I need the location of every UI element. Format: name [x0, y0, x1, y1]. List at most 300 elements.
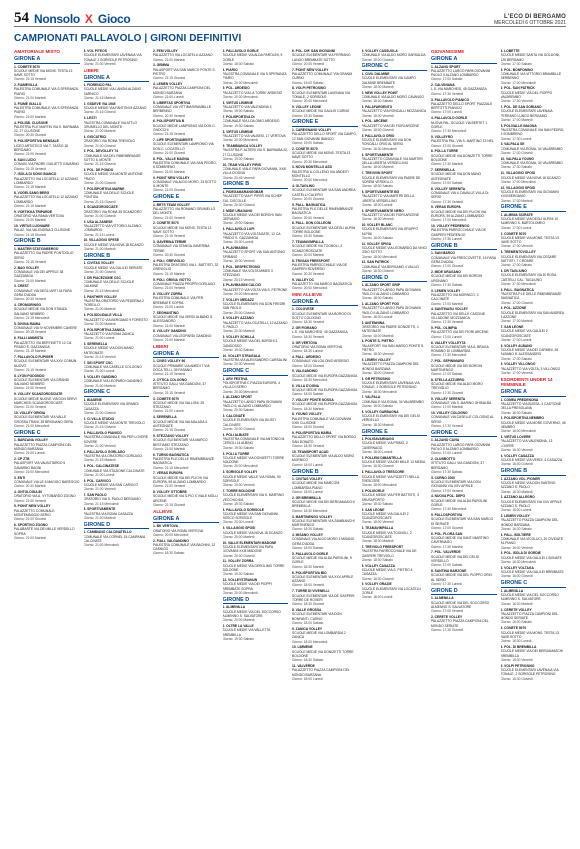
team-schedule: Giorno: 18:00 Venerdì	[292, 583, 325, 588]
team-entry	[501, 325, 567, 342]
team-schedule: Giorno: 20:00 Martedì	[222, 618, 255, 623]
team-schedule: Giorno: 21:15 Mercoledì	[83, 501, 119, 506]
team-venue: PALAZZETTO DELLO SPORT PIAZZALE BERTOTTI PIANICO	[431, 101, 493, 111]
team-venue: SCUOLE MEDIE VIA ALDO MORO TREVIGLIO	[431, 382, 483, 391]
team-entry	[292, 259, 358, 276]
team-entry	[14, 121, 80, 138]
team-entry	[223, 86, 289, 99]
team-name: 7. TEAMAVIMPALLA	[292, 240, 324, 245]
team-name: 6. VOLLEY ZORRA	[153, 291, 183, 296]
team-entry	[153, 490, 219, 507]
team-venue: PALAZZETTO COMUNALE VIA MARTIRI DELLA LIBERTÀ VERDELLINO	[361, 156, 423, 166]
team-schedule: Giorno: 20:00 Mercoledì	[292, 286, 328, 291]
column-4	[223, 49, 289, 845]
team-entry	[501, 589, 567, 606]
group-title: GIRONE C	[84, 389, 150, 397]
team-entry	[153, 397, 219, 414]
team-name: 4. POLISB. CLUSONE	[14, 120, 48, 125]
team-entry	[431, 457, 497, 474]
team-schedule: Giorno: 19:30 Sabato	[222, 501, 254, 506]
team-entry	[292, 552, 358, 569]
team-venue: PALESTRA COMUNALE VIA BACHINI, 12 CASNIGO	[153, 542, 216, 552]
team-entry	[223, 283, 289, 296]
team-name: 6. POL. AZZONE	[500, 306, 527, 311]
team-entry	[223, 508, 289, 525]
team-name: 5. POL. ISOLA DI GORDIE	[500, 551, 541, 556]
team-venue: SCUOLE MEDIE LAMPIONIO VIA DON C. GNOCCHI	[153, 123, 216, 133]
team-venue: SCUOLE MEDIE VIA DON MANO ANTEGNATE	[431, 172, 482, 181]
team-entry	[84, 187, 150, 204]
team-name: 10. LIMMENE	[292, 645, 313, 650]
team-name: 4. DR TAGLIUNO	[500, 268, 527, 273]
team-schedule: Giorno: 16:30 Lunedì	[500, 639, 532, 644]
team-schedule: Giorno: 21:15 Martedì	[153, 271, 186, 276]
team-name: 10. VILLAGGIO SPESE	[83, 238, 120, 243]
team-venue: SCUOLE MEDIE VIA GEROLIMO TORRE BOLDONE	[222, 563, 285, 572]
team-name: 3. ANTENNINA	[361, 320, 385, 325]
team-venue: PALESTRA P.LE DELLE RIMEMBRANZE BAGNATICA	[153, 456, 215, 466]
team-schedule: Giorno: 21:00 Giovedì	[83, 180, 116, 185]
team-name: 5. VOLPI PETROSINO	[500, 663, 535, 668]
team-venue: SCUOLE ELEMENTARI LAVENAIA VIA TONALE, 2 SORISOLE	[292, 90, 350, 99]
team-venue: SCUOLE MEDIE VIA PIZZETTI NELLA TRESCORE	[361, 474, 419, 483]
team-schedule: Giorno: 16:00 Giovedì	[500, 574, 533, 579]
team-entry	[501, 142, 567, 155]
team-schedule: Giorno: 21:00 Martedì	[153, 446, 186, 451]
team-schedule: Giorno: 18:30 Sabato	[292, 658, 324, 663]
team-name: 6. VOLLEY VOLTAGA	[500, 565, 534, 570]
team-name: 5. PALL. BAGNATICA	[292, 202, 326, 207]
team-venue: SCUOLE MEDIE VIA VALLETTA BREMBILLA	[222, 628, 271, 637]
team-name: 8. VOLLEY ALBANO	[500, 343, 533, 348]
team-name: 9. VOLLEY LEONE	[292, 105, 322, 110]
team-name: 7. POL. SEPINIMARO	[431, 359, 465, 364]
team-name: 6. TEAMAVIMPALLA	[361, 526, 394, 531]
team-schedule: Giorno: 19:30 Sabato	[292, 234, 324, 239]
team-entry	[431, 569, 497, 586]
team-schedule: Giorno: 17:30 Giovedì	[431, 390, 464, 395]
team-name: 7. SEGHANTINO	[153, 310, 179, 315]
team-entry	[501, 533, 567, 550]
team-venue: SCUOLE ELEMENTARI VIA SAN MARCO DI SERIATE	[431, 517, 494, 526]
team-schedule: Giorno: 21:15 Venerdì	[153, 390, 186, 395]
team-entry	[431, 397, 497, 410]
team-venue: SCUOLE MEDIE VIA S.PIO X VIALE MOLLI ARCENE	[153, 494, 218, 503]
team-entry	[292, 307, 358, 324]
team-name: 1. FIORENCO PAL	[83, 83, 112, 88]
team-name: 4. LOBETTE	[500, 49, 520, 53]
team-schedule: Giorno: 18:30 Lunedì	[292, 349, 323, 354]
team-entry	[223, 526, 289, 539]
group-title: GIRONE D	[362, 275, 428, 283]
team-venue: PALASPORT VIA SAN MARCO PONTE S. PIETRO	[361, 343, 425, 352]
team-name: 1. ALMINIA SCIRATE	[500, 212, 533, 217]
team-venue: PALAZZETTO LARGO PAPA GIOVANNI PAOLO II ALZANO LOMBARDO	[431, 68, 491, 78]
team-name: 5. STEZZANO VOLLEY	[153, 433, 189, 438]
page-number: 54	[14, 10, 29, 26]
team-name: 3. FIUME GIALLO	[14, 101, 42, 106]
team-schedule: Giorno: 21:00 Lunedì	[83, 369, 115, 374]
team-schedule: Giorno: 18:00 Giovedì	[361, 57, 394, 62]
team-venue: SCUOLE MEDIE VIA DEL PIOPPO ORIO AL SERIO	[431, 573, 493, 582]
team-entry	[14, 65, 80, 82]
team-entry	[223, 115, 289, 128]
team-schedule: Giorno: 20:00 Giovedì	[222, 553, 255, 558]
team-entry	[84, 102, 150, 115]
team-entry	[501, 157, 567, 170]
team-schedule: Giorno: 21:15 Martedì	[14, 185, 47, 190]
team-name: 2. CERETE VOLLEY	[500, 607, 532, 612]
team-schedule: Giorno: 20:00 Mercoledì	[292, 178, 328, 183]
team-entry	[431, 289, 497, 306]
team-venue: PALAZZETTO VIA MARTIRI DELLA LIBERTÀ VERDELLINO	[361, 194, 415, 203]
team-schedule: Giorno: 18:00 Giovedì	[292, 425, 325, 430]
team-entry	[431, 476, 497, 493]
team-name: 2. AZZANO ALLEGRO	[500, 495, 535, 500]
team-venue: SCUOLE ELEMENTARI VIA GRANDI SALVANO NEMBRO	[14, 377, 70, 387]
team-name: 4. PIARIO	[222, 67, 238, 72]
team-schedule: Giorno: 19:30 Sabato	[222, 636, 254, 641]
team-entry	[223, 163, 289, 180]
team-schedule: Giorno: 20:00 Mercoledì	[222, 80, 258, 85]
team-entry	[153, 203, 219, 220]
team-schedule: Giorno: 18:00 Venerdì	[361, 520, 394, 525]
group-title: GIRONE A	[153, 351, 219, 359]
team-name: 2. ALZANO SPORT	[222, 395, 253, 400]
team-name: 2. CP ZTB	[14, 456, 30, 461]
team-schedule: Giorno: 20:00 Mercoledì	[222, 291, 258, 296]
team-name: 8. VOLLEY GANDINO	[83, 375, 117, 380]
team-schedule: Giorno: 18:00 Sabato	[292, 620, 324, 625]
team-schedule: Giorno: 21:00 Lunedì	[153, 304, 184, 309]
team-name: 2. FIALL VALGANDINO	[153, 538, 189, 543]
team-name: 4. NUOVA POL. DEPO	[431, 494, 466, 499]
team-entry	[501, 362, 567, 375]
section-brand-separator: X	[84, 12, 93, 26]
team-entry	[14, 374, 80, 391]
team-name: 6. POL. DE PONDO	[83, 168, 114, 173]
team-schedule: Giorno: 21:15 Giovedì	[83, 425, 116, 430]
team-name: 6. SAN LUCIO	[14, 157, 36, 162]
team-entry	[292, 341, 358, 354]
team-venue: SCUOLE ELEMENTARI LAVENAIA VIA TONALE 2 SORISOLE PETROSINO	[83, 53, 142, 62]
team-venue: COMUNALE VIALE PAPA GIOVANNI, XXIII VILLA D'OGNA	[222, 166, 287, 176]
section-brand-right: Gioco	[97, 12, 131, 26]
team-name: 4. GIOCATRICI	[83, 134, 107, 139]
team-entry	[84, 450, 150, 463]
team-name: 7. POL. DE SAN SORIANO	[500, 105, 542, 110]
team-entry	[14, 322, 80, 335]
team-entry	[84, 238, 150, 251]
team-schedule: Giorno: 18:00 Mercoledì	[361, 254, 397, 259]
team-venue: PALESTRA PARROCCHIALE VIA DE GASPERI ROVERSIO	[292, 263, 348, 272]
team-venue: SCUOLE MEDIE VIA TOGNOLI, 2 SCANZOROSCIATE	[361, 530, 412, 539]
team-name: 9. TEAMBIANCA VOLLEY	[222, 143, 263, 148]
team-venue: COMUNALE VIA VITTIMA BRAMBILLE BERBENNO	[153, 105, 211, 114]
team-entry	[223, 298, 289, 315]
team-schedule: Giorno: 17:00 Giovedì	[431, 143, 464, 148]
team-venue: PALAZZETTO VIA LOCATELLI 12 AZZANO LOMBARDO	[14, 195, 79, 204]
group-title: GIRONE A	[14, 56, 80, 64]
team-schedule: Giorno: 21:00 Venerdì	[153, 484, 186, 489]
team-venue: COMUNALE VIA BERGAMO 4 VALLIO	[361, 264, 419, 269]
team-schedule: Giorno: 21:00 Lunedì	[83, 472, 115, 477]
team-entry	[292, 240, 358, 257]
team-entry	[431, 116, 497, 133]
team-entry	[362, 209, 428, 222]
team-name: 1. CIVIL DALMINE	[361, 71, 390, 76]
team-name: 1. ALZANO CAVIA	[431, 438, 460, 443]
team-name: 8. SPORTIVAMENTE	[83, 507, 116, 512]
team-entry	[84, 398, 150, 415]
team-name: 1. CIVITAS VOLLEY	[83, 261, 115, 266]
team-schedule: Giorno: 17:00 Sabato	[431, 180, 463, 185]
team-name: 5. LIBERTAS SPORTIVA	[153, 100, 191, 105]
team-schedule: Giorno: 19:00 Venerdì	[222, 258, 255, 263]
team-venue: SCUOLE ELEMENTARI VIA DE GASPERI TORRE DE ROVERI	[292, 593, 355, 602]
team-name: 7. LIFE SPORTIVAMENTE	[153, 138, 193, 143]
team-venue: SCUOLE MEDIE VIA NOVA 18 SCANZO	[500, 175, 561, 180]
team-entry	[292, 128, 358, 145]
team-name: 1. BRTS TEAM VOLLEY	[153, 202, 191, 207]
team-entry	[153, 378, 219, 395]
team-entry	[84, 116, 150, 133]
team-name: 6. SERENELLA	[83, 342, 108, 347]
team-entry	[223, 246, 289, 263]
team-schedule: Giorno: 18:30 Venerdì	[292, 320, 325, 325]
team-name: 6. POL. FLORA SAN	[431, 531, 463, 536]
group-title: GIRONE B	[223, 181, 289, 189]
team-name: 8. SCANZOROSCIATE	[83, 205, 118, 210]
team-schedule: Giorno: 18:30 Martedì	[361, 84, 394, 89]
team-entry	[223, 101, 289, 114]
team-entry	[14, 172, 80, 189]
team-venue: SCUOLE ELEMENTARI LAVENAIA VIA TONALE, 2 SORISOLE PETROSINO	[500, 667, 559, 677]
team-venue: PALAZZETTO SPORT VIA SAN ANTONIO SPIRANO	[222, 250, 286, 259]
team-schedule: Giorno: 20:00 Mercoledì	[222, 138, 258, 143]
team-venue: SCUOLE MEDIE VIA VERDI ALBANO S. ALESSANDRO	[153, 314, 214, 324]
team-entry	[14, 303, 80, 320]
team-entry	[84, 276, 150, 293]
group-title: GIRONE A	[431, 56, 497, 64]
team-name: 7. SERENELLA	[431, 168, 455, 173]
team-name: 11. VILLAGGIO SPOSI	[500, 171, 535, 176]
team-entry	[501, 435, 567, 452]
team-entry	[362, 508, 428, 525]
team-name: 3. LEMEN VOLLEY	[500, 514, 530, 519]
team-schedule: Giorno: 20:00 Mercoledì	[222, 94, 258, 99]
team-entry	[84, 361, 150, 374]
team-schedule: Giorno: 21:00 Venerdì	[14, 405, 47, 410]
page-header	[14, 6, 566, 27]
team-venue: PALESTRA ORATORIO VIA PEDERNA 2 FIORELLO	[83, 298, 144, 308]
team-venue: L.S. VIA MARCHESI, 45 GAZZANIGA	[431, 87, 487, 92]
team-venue: COMUNALE VIA CASELLE COLOGNO	[83, 365, 142, 369]
team-venue: PALAZZETTO PIAZZA CAMPIONI DEL MONDO BARZANA	[361, 362, 420, 371]
team-entry	[14, 83, 80, 100]
team-venue: SCUOLE MEDIE VIA DEI BORGHI SAN GERVASIO	[222, 212, 282, 222]
team-schedule: Giorno: 20:30 Martedì	[14, 484, 47, 489]
team-name: 1. BARZANA VOLLEY	[14, 438, 48, 443]
team-venue: COMUNALE VIA DELLE SCUOLE PONTIDA	[83, 191, 135, 200]
team-entry	[84, 313, 150, 326]
team-venue: SCUOLE MEDIE VIA MONS. TESTA 13 NAVE SOTTO	[500, 630, 559, 639]
team-name: 7. POL. VALVERDE	[431, 550, 461, 555]
team-venue: COMUNALE VIA S. MARINO GHISALBA	[431, 400, 492, 405]
team-entry	[84, 261, 150, 274]
team-name: 4. POL. DI BREMBILLA	[500, 644, 537, 649]
team-schedule: Giorno: 20:00 Martedì	[222, 534, 255, 539]
team-name: 2. GR BREMBILLA	[292, 495, 321, 500]
team-name: 9. POINT NEW VOLLEY	[153, 175, 190, 180]
team-entry	[501, 68, 567, 85]
team-name: 2. FIAMEVILLA	[14, 83, 38, 88]
team-entry	[362, 91, 428, 104]
team-venue: SCUOLE MEDIE VIA NOVA 18 SCANZO	[83, 242, 144, 247]
team-venue: SCUOLE MEDIE VIA MORE GOVERNO, 45 NEMBRO	[500, 420, 566, 429]
team-venue: PALAZZETTO VIA MORNICO, 3 CALCINATE	[431, 293, 479, 302]
team-name: 6. SORISOLE VOLLEY	[222, 470, 258, 475]
team-venue: ISTITUTO GALLI VIA GANDONI, 37 BERGAMO	[431, 461, 485, 470]
team-entry	[292, 477, 358, 494]
team-venue: COMUNALE VIA ALDO MORO 1 MISANO GERA D'ADDA	[292, 537, 355, 546]
group-title: GIRONE C	[223, 368, 289, 376]
team-venue: ORATORIO VIA ROMA TREVIOLO	[83, 139, 135, 144]
team-entry	[84, 530, 150, 547]
team-venue: SCUOLE MEDIE SANTA VIA GOLDONI, 125 BERGAMO	[500, 53, 560, 62]
team-schedule: Giorno: 18:00 Sabato	[361, 404, 393, 409]
team-venue: SCUOLE MEDIE VIA DEI MILLE 13 MEDIA	[361, 460, 426, 465]
team-venue: PALAZZETTO VIA VOLTAGATE, 12 CA PRADO S. GAZZANIGA	[222, 231, 281, 240]
team-entry	[362, 339, 428, 356]
team-entry	[362, 105, 428, 118]
team-schedule: Giorno: 21:15 Martedì	[14, 203, 47, 208]
team-name: 5. POLI A TORRE	[222, 451, 250, 456]
team-entry	[223, 624, 289, 641]
team-name: 5. PALL. BAGNATICA	[500, 287, 534, 292]
group-title: GIRONE E	[153, 194, 219, 202]
team-name: 4. SANTINASU VOLLEY	[431, 307, 469, 312]
team-schedule: Giorno: 18:00 Giovedì	[361, 370, 394, 375]
team-name: 8. STELLA AZZURRO	[431, 377, 465, 382]
team-entry	[153, 63, 219, 80]
team-venue: SCUOLE MEDIE VIA MARCONI LOMBARDIA PIANO	[292, 481, 340, 490]
team-schedule: Giorno: 21:15 Venerdì	[153, 372, 186, 377]
team-entry	[362, 260, 428, 273]
team-name: 1. SAN MARCO	[431, 251, 455, 256]
team-schedule: Giorno: 21:15 Venerdì	[14, 166, 47, 171]
team-schedule: Giorno: 21:00 Martedì	[153, 323, 186, 328]
team-schedule: Giorno: 17:30 Mercoledì	[431, 129, 467, 134]
team-entry	[223, 354, 289, 367]
team-schedule: Giorno: 18:30 Martedì	[292, 564, 325, 569]
team-entry	[292, 384, 358, 397]
team-entry	[223, 489, 289, 506]
team-schedule: Giorno: 21:00 Lunedì	[83, 336, 115, 341]
team-schedule: Giorno: 18:00 Mercoledì	[292, 639, 328, 644]
team-venue: SCUOLE ELEMENTARI VIA PADRE DE NORENI VERDELLO	[361, 175, 421, 184]
team-name: 5. POLISPORTIVA MENSALE	[14, 139, 59, 144]
team-name: 6. POL. SAN PATRICK	[500, 86, 535, 91]
team-schedule: Giorno: 19:30 Sabato	[222, 572, 254, 577]
team-name: 12. SAN PATRICK	[361, 260, 390, 265]
group-title: GIRONE C	[431, 430, 497, 438]
team-entry	[362, 470, 428, 487]
team-venue: SCUOLE MEDIE VIA DONIZETTI TORRE BOLDONE	[222, 455, 285, 465]
team-schedule: Giorno: 18:30 Mercoledì	[361, 389, 397, 394]
team-schedule: Giorno: 20:30 Sabato	[222, 408, 254, 413]
team-name: 1. POLIGAVARNAGO	[361, 437, 395, 442]
group-title: GIRONE A	[501, 389, 567, 397]
columns	[14, 49, 566, 845]
team-entry	[84, 431, 150, 448]
team-schedule: Giorno: 18:30 Giovedì	[361, 268, 394, 273]
team-entry	[153, 434, 219, 451]
category-title: LIBERI	[153, 343, 169, 349]
team-venue: ORATORIO VIA A. VYTOBARDO ZOGNO	[14, 494, 76, 499]
team-entry	[14, 438, 80, 455]
team-name: 3. PALLAVOLO GORLE	[222, 49, 259, 53]
team-entry	[431, 615, 497, 632]
team-entry	[153, 176, 219, 193]
group-title: GIRONE E	[292, 119, 358, 127]
team-venue: LICEO ARTISTICO VIA T. TASSO 18 BERGAMO	[14, 143, 68, 152]
team-venue: PALASPORT VIA VALBOTARDO 6 GAVARNO BAGNI	[14, 461, 66, 470]
team-entry	[431, 270, 497, 287]
page-headline: CAMPIONATI PALLAVOLO | GIRONI DEFINITIVI	[14, 33, 242, 44]
team-schedule: Giorno: 17:00 Giovedì	[431, 525, 464, 530]
team-name: 4. PALL. BOLTIERE	[500, 532, 531, 537]
team-name: 4. POLIGORLE	[361, 488, 385, 493]
team-venue: SCUOLE MEDIE VALLE VIA ROMA, 50 SORISOLE	[222, 474, 281, 483]
team-entry	[14, 523, 80, 540]
team-venue: PALESTRA IL COLLENO VIA ANDEITI MONTELLO	[292, 169, 349, 179]
team-entry	[14, 392, 80, 409]
team-entry	[362, 119, 428, 132]
group-title: GIRONE E	[501, 204, 567, 212]
team-venue: SCUOLE MEDIE VIA MONS. TESTA 13 NAVE SOTTO	[153, 225, 212, 235]
team-venue: COMUNALE VIA LOA ONIO ARDESIO	[222, 119, 280, 124]
team-name: 5. POLISPORTIVA ZANICA	[83, 327, 125, 332]
team-name: 6. TURNO BAGNATICA	[153, 452, 189, 457]
team-schedule: Giorno: 20:00 Giovedì	[292, 197, 325, 201]
team-name: 9. VILLAGGIO SPOSI	[222, 526, 256, 531]
team-entry	[431, 494, 497, 511]
team-name: 9. VERAS EUROPA	[431, 205, 461, 210]
team-schedule: Giorno: 17:00 Venerdì	[431, 609, 464, 614]
category-title: GIOVANISSIME	[431, 49, 465, 54]
team-entry	[223, 227, 289, 244]
team-schedule: Giorno: 18:30 Mercoledì	[361, 146, 397, 151]
team-venue: PALESTRA PARROCCHIALE VIA DE GASPERI TREVIOLO	[361, 549, 417, 558]
team-name: 9. VOLLEY VILLONGO	[500, 362, 536, 367]
team-venue: PALAZZETTO VIA BERGAMO 9 FORESTO	[83, 317, 148, 322]
team-venue: PALAZZETTO VIA ROMANO GRUMELLO DEL MONTE	[153, 207, 216, 216]
team-venue: PALESTRA PAL. VIA S. MARTINO 13 NEL	[431, 139, 494, 144]
team-schedule: Giorno: 17:30 Venerdì	[431, 423, 464, 428]
team-name: 5. POINT NEW VOLLEY	[14, 504, 51, 509]
team-entry	[14, 411, 80, 428]
team-entry	[501, 186, 567, 203]
team-venue: SCUOLE MEDIE VIA GALILEI SERIATE	[83, 265, 143, 270]
team-entry	[292, 326, 358, 339]
team-schedule: Giorno: 21:00 Mercoledì	[83, 543, 119, 548]
team-name: 8. TRIVIAN FREESPORT	[292, 258, 330, 263]
team-schedule: Giorno: 16:00 Sabato	[500, 620, 532, 625]
team-name: 6. PLAVIMAGINI CALCIO	[222, 283, 262, 288]
team-entry	[292, 608, 358, 625]
team-entry	[292, 369, 358, 382]
